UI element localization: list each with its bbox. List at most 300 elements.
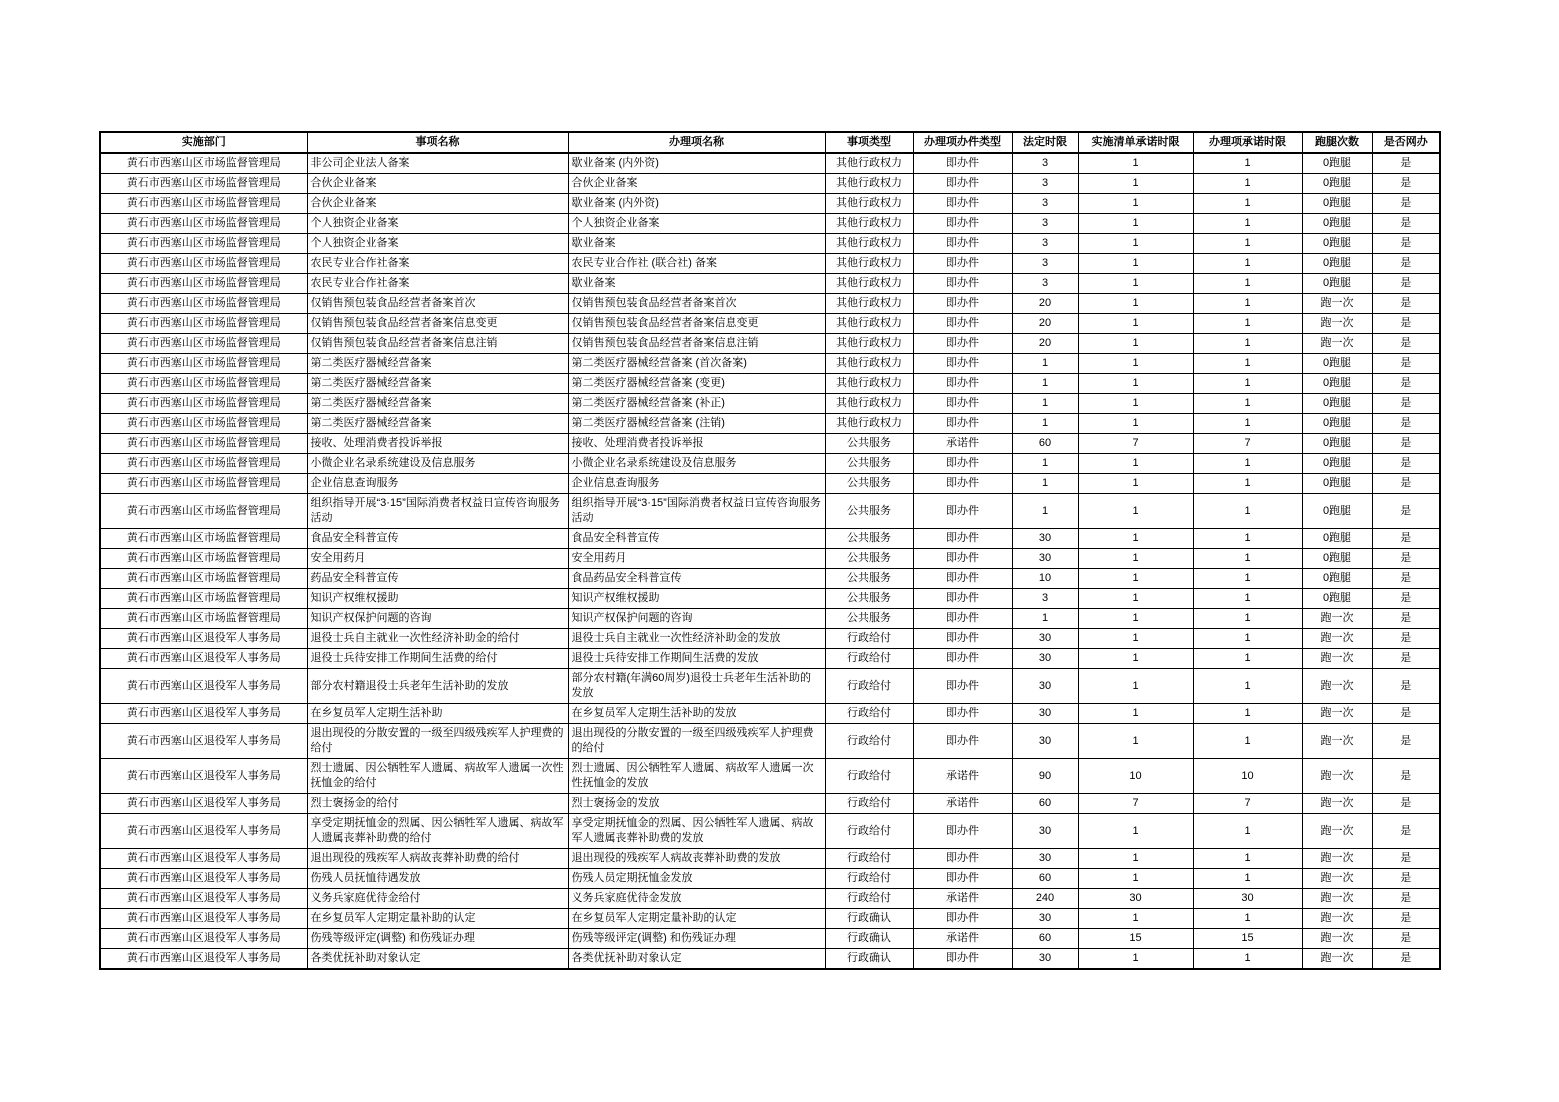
table-cell: 黄石市西塞山区市场监督管理局 <box>100 194 307 214</box>
table-cell: 1 <box>1078 394 1193 414</box>
table-cell: 行政给付 <box>825 869 913 889</box>
table-cell: 30 <box>1012 849 1078 869</box>
table-cell: 60 <box>1012 794 1078 814</box>
table-cell: 烈士遗属、因公牺牲军人遗属、病故军人遗属一次性抚恤金的发放 <box>568 759 825 794</box>
table-cell: 0跑腿 <box>1302 214 1372 234</box>
table-row <box>100 649 1440 669</box>
table-cell: 黄石市西塞山区市场监督管理局 <box>100 354 307 374</box>
table-cell: 0跑腿 <box>1302 434 1372 454</box>
table-cell: 0跑腿 <box>1302 153 1372 174</box>
table-cell: 1 <box>1078 649 1193 669</box>
table-cell: 黄石市西塞山区市场监督管理局 <box>100 454 307 474</box>
table-cell: 跑一次 <box>1302 609 1372 629</box>
table-cell: 1 <box>1078 704 1193 724</box>
table-cell: 跑一次 <box>1302 949 1372 970</box>
table-header-row <box>100 132 1440 153</box>
table-cell: 各类优抚补助对象认定 <box>568 949 825 970</box>
table-cell: 1 <box>1193 234 1302 254</box>
table-cell: 个人独资企业备案 <box>307 234 568 254</box>
table-cell: 即办件 <box>913 849 1012 869</box>
table-cell: 第二类医疗器械经营备案 <box>307 394 568 414</box>
table-cell: 部分农村籍退役士兵老年生活补助的发放 <box>307 669 568 704</box>
table-cell: 食品药品安全科普宣传 <box>568 569 825 589</box>
table-cell: 承诺件 <box>913 794 1012 814</box>
table-cell: 黄石市西塞山区市场监督管理局 <box>100 529 307 549</box>
table-cell: 农民专业合作社备案 <box>307 254 568 274</box>
table-cell: 仅销售预包装食品经营者备案首次 <box>568 294 825 314</box>
column-header-online-available: 是否网办 <box>1372 132 1440 153</box>
table-cell: 接收、处理消费者投诉举报 <box>307 434 568 454</box>
table-cell: 0跑腿 <box>1302 394 1372 414</box>
table-cell: 即办件 <box>913 374 1012 394</box>
table-cell: 即办件 <box>913 869 1012 889</box>
table-cell: 行政给付 <box>825 724 913 759</box>
table-cell: 是 <box>1372 174 1440 194</box>
table-cell: 部分农村籍(年满60周岁)退役士兵老年生活补助的发放 <box>568 669 825 704</box>
table-cell: 1 <box>1078 274 1193 294</box>
table-cell: 1 <box>1193 494 1302 529</box>
table-cell: 即办件 <box>913 629 1012 649</box>
table-cell: 1 <box>1078 629 1193 649</box>
table-cell: 是 <box>1372 909 1440 929</box>
table-cell: 跑一次 <box>1302 629 1372 649</box>
table-cell: 是 <box>1372 949 1440 970</box>
table-cell: 1 <box>1193 314 1302 334</box>
table-row <box>100 274 1440 294</box>
table-cell: 1 <box>1193 414 1302 434</box>
table-cell: 个人独资企业备案 <box>568 214 825 234</box>
table-cell: 其他行政权力 <box>825 334 913 354</box>
table-cell: 0跑腿 <box>1302 549 1372 569</box>
table-cell: 0跑腿 <box>1302 194 1372 214</box>
table-cell: 是 <box>1372 414 1440 434</box>
table-cell: 1 <box>1012 474 1078 494</box>
table-cell: 1 <box>1193 254 1302 274</box>
table-cell: 1 <box>1193 374 1302 394</box>
table-cell: 退役士兵自主就业一次性经济补助金的发放 <box>568 629 825 649</box>
table-cell: 黄石市西塞山区退役军人事务局 <box>100 649 307 669</box>
table-cell: 公共服务 <box>825 609 913 629</box>
table-cell: 是 <box>1372 394 1440 414</box>
table-cell: 承诺件 <box>913 434 1012 454</box>
table-cell: 其他行政权力 <box>825 174 913 194</box>
table-cell: 退出现役的残疾军人病故丧葬补助费的发放 <box>568 849 825 869</box>
table-cell: 跑一次 <box>1302 869 1372 889</box>
table-cell: 3 <box>1012 174 1078 194</box>
table-cell: 黄石市西塞山区退役军人事务局 <box>100 704 307 724</box>
table-cell: 即办件 <box>913 814 1012 849</box>
table-cell: 是 <box>1372 274 1440 294</box>
table-cell: 歇业备案 <box>568 274 825 294</box>
table-cell: 黄石市西塞山区退役军人事务局 <box>100 814 307 849</box>
table-cell: 行政给付 <box>825 794 913 814</box>
table-cell: 黄石市西塞山区市场监督管理局 <box>100 494 307 529</box>
table-cell: 跑一次 <box>1302 314 1372 334</box>
table-cell: 其他行政权力 <box>825 194 913 214</box>
table-cell: 即办件 <box>913 234 1012 254</box>
table-cell: 公共服务 <box>825 494 913 529</box>
table-cell: 1 <box>1012 454 1078 474</box>
table-cell: 即办件 <box>913 529 1012 549</box>
table-cell: 0跑腿 <box>1302 414 1372 434</box>
table-cell: 其他行政权力 <box>825 354 913 374</box>
table-cell: 30 <box>1193 889 1302 909</box>
table-cell: 0跑腿 <box>1302 474 1372 494</box>
table-cell: 黄石市西塞山区市场监督管理局 <box>100 569 307 589</box>
table-cell: 黄石市西塞山区退役军人事务局 <box>100 909 307 929</box>
table-row <box>100 549 1440 569</box>
table-cell: 安全用药月 <box>307 549 568 569</box>
table-cell: 黄石市西塞山区市场监督管理局 <box>100 234 307 254</box>
table-cell: 是 <box>1372 569 1440 589</box>
table-row <box>100 474 1440 494</box>
table-cell: 1 <box>1193 869 1302 889</box>
column-header-processing-item-promised-time-limit: 办理项承诺时限 <box>1193 132 1302 153</box>
table-cell: 公共服务 <box>825 434 913 454</box>
table-cell: 跑一次 <box>1302 724 1372 759</box>
table-cell: 即办件 <box>913 354 1012 374</box>
table-cell: 行政给付 <box>825 669 913 704</box>
table-row <box>100 334 1440 354</box>
table-cell: 黄石市西塞山区市场监督管理局 <box>100 314 307 334</box>
table-cell: 第二类医疗器械经营备案 <box>307 374 568 394</box>
table-cell: 其他行政权力 <box>825 374 913 394</box>
table-row <box>100 889 1440 909</box>
table-row <box>100 724 1440 759</box>
table-cell: 是 <box>1372 849 1440 869</box>
table-cell: 1 <box>1078 849 1193 869</box>
table-cell: 是 <box>1372 669 1440 704</box>
table-cell: 20 <box>1012 334 1078 354</box>
table-cell: 1 <box>1193 849 1302 869</box>
table-cell: 1 <box>1193 724 1302 759</box>
table-cell: 1 <box>1193 274 1302 294</box>
table-cell: 是 <box>1372 354 1440 374</box>
table-cell: 知识产权保护问题的咨询 <box>307 609 568 629</box>
table-cell: 黄石市西塞山区市场监督管理局 <box>100 254 307 274</box>
table-cell: 3 <box>1012 234 1078 254</box>
table-cell: 0跑腿 <box>1302 589 1372 609</box>
table-cell: 1 <box>1078 454 1193 474</box>
table-cell: 烈士遗属、因公牺牲军人遗属、病故军人遗属一次性抚恤金的给付 <box>307 759 568 794</box>
table-cell: 是 <box>1372 194 1440 214</box>
table-cell: 20 <box>1012 294 1078 314</box>
table-cell: 跑一次 <box>1302 849 1372 869</box>
table-cell: 是 <box>1372 589 1440 609</box>
table-cell: 黄石市西塞山区市场监督管理局 <box>100 214 307 234</box>
table-cell: 伤残等级评定(调整) 和伤残证办理 <box>568 929 825 949</box>
table-cell: 1 <box>1193 549 1302 569</box>
table-cell: 1 <box>1078 234 1193 254</box>
table-cell: 1 <box>1193 153 1302 174</box>
table-cell: 是 <box>1372 759 1440 794</box>
table-row <box>100 704 1440 724</box>
table-cell: 知识产权保护问题的咨询 <box>568 609 825 629</box>
table-cell: 90 <box>1012 759 1078 794</box>
table-cell: 其他行政权力 <box>825 254 913 274</box>
table-cell: 是 <box>1372 794 1440 814</box>
table-cell: 3 <box>1012 589 1078 609</box>
table-cell: 退役士兵待安排工作期间生活费的给付 <box>307 649 568 669</box>
table-cell: 即办件 <box>913 949 1012 970</box>
table-row <box>100 434 1440 454</box>
table-cell: 1 <box>1193 294 1302 314</box>
table-cell: 仅销售预包装食品经营者备案信息注销 <box>307 334 568 354</box>
table-row <box>100 909 1440 929</box>
table-cell: 承诺件 <box>913 929 1012 949</box>
table-cell: 即办件 <box>913 669 1012 704</box>
table-cell: 是 <box>1372 314 1440 334</box>
table-cell: 歇业备案 <box>568 234 825 254</box>
table-cell: 1 <box>1193 814 1302 849</box>
table-row <box>100 814 1440 849</box>
table-cell: 合伙企业备案 <box>307 174 568 194</box>
table-cell: 1 <box>1193 454 1302 474</box>
table-cell: 享受定期抚恤金的烈属、因公牺牲军人遗属、病故军人遗属丧葬补助费的发放 <box>568 814 825 849</box>
table-cell: 即办件 <box>913 414 1012 434</box>
table-cell: 是 <box>1372 889 1440 909</box>
table-cell: 黄石市西塞山区市场监督管理局 <box>100 274 307 294</box>
table-cell: 是 <box>1372 454 1440 474</box>
table-cell: 0跑腿 <box>1302 174 1372 194</box>
table-row <box>100 949 1440 970</box>
table-cell: 农民专业合作社 (联合社) 备案 <box>568 254 825 274</box>
table-cell: 黄石市西塞山区退役军人事务局 <box>100 849 307 869</box>
table-row <box>100 394 1440 414</box>
table-cell: 其他行政权力 <box>825 274 913 294</box>
table-cell: 行政确认 <box>825 949 913 970</box>
table-cell: 是 <box>1372 254 1440 274</box>
table-cell: 1 <box>1193 909 1302 929</box>
table-cell: 合伙企业备案 <box>568 174 825 194</box>
table-row <box>100 254 1440 274</box>
table-cell: 其他行政权力 <box>825 234 913 254</box>
table-cell: 1 <box>1193 609 1302 629</box>
table-cell: 在乡复员军人定期定量补助的认定 <box>568 909 825 929</box>
table-cell: 承诺件 <box>913 889 1012 909</box>
table-cell: 黄石市西塞山区市场监督管理局 <box>100 294 307 314</box>
table-row <box>100 174 1440 194</box>
table-cell: 个人独资企业备案 <box>307 214 568 234</box>
table-cell: 享受定期抚恤金的烈属、因公牺牲军人遗属、病故军人遗属丧葬补助费的给付 <box>307 814 568 849</box>
table-cell: 1 <box>1078 869 1193 889</box>
table-cell: 行政给付 <box>825 629 913 649</box>
table-cell: 跑一次 <box>1302 704 1372 724</box>
table-cell: 义务兵家庭优待金发放 <box>568 889 825 909</box>
table-cell: 退役士兵自主就业一次性经济补助金的给付 <box>307 629 568 649</box>
table-cell: 1 <box>1193 704 1302 724</box>
table-cell: 跑一次 <box>1302 794 1372 814</box>
table-row <box>100 669 1440 704</box>
table-cell: 1 <box>1012 414 1078 434</box>
table-cell: 合伙企业备案 <box>307 194 568 214</box>
table-cell: 跑一次 <box>1302 649 1372 669</box>
table-cell: 黄石市西塞山区退役军人事务局 <box>100 629 307 649</box>
column-header-implementing-department: 实施部门 <box>100 132 307 153</box>
table-row <box>100 629 1440 649</box>
table-cell: 即办件 <box>913 704 1012 724</box>
table-cell: 黄石市西塞山区退役军人事务局 <box>100 869 307 889</box>
table-cell: 即办件 <box>913 569 1012 589</box>
table-cell: 黄石市西塞山区市场监督管理局 <box>100 474 307 494</box>
table-cell: 1 <box>1193 589 1302 609</box>
table-cell: 接收、处理消费者投诉举报 <box>568 434 825 454</box>
table-cell: 15 <box>1193 929 1302 949</box>
table-cell: 黄石市西塞山区市场监督管理局 <box>100 394 307 414</box>
table-cell: 是 <box>1372 814 1440 849</box>
table-cell: 1 <box>1078 354 1193 374</box>
table-cell: 即办件 <box>913 724 1012 759</box>
table-cell: 跑一次 <box>1302 814 1372 849</box>
table-cell: 0跑腿 <box>1302 569 1372 589</box>
table-cell: 1 <box>1193 214 1302 234</box>
table-cell: 退出现役的分散安置的一级至四级残疾军人护理费的给付 <box>568 724 825 759</box>
table-cell: 第二类医疗器械经营备案 <box>307 414 568 434</box>
table-cell: 退役士兵待安排工作期间生活费的发放 <box>568 649 825 669</box>
table-row <box>100 354 1440 374</box>
table-cell: 黄石市西塞山区市场监督管理局 <box>100 434 307 454</box>
table-cell: 公共服务 <box>825 454 913 474</box>
table-row <box>100 849 1440 869</box>
table-cell: 即办件 <box>913 214 1012 234</box>
table-cell: 0跑腿 <box>1302 354 1372 374</box>
table-cell: 是 <box>1372 529 1440 549</box>
table-cell: 是 <box>1372 649 1440 669</box>
table-cell: 跑一次 <box>1302 889 1372 909</box>
table-cell: 即办件 <box>913 254 1012 274</box>
table-cell: 60 <box>1012 869 1078 889</box>
table-cell: 行政确认 <box>825 909 913 929</box>
table-row <box>100 869 1440 889</box>
table-cell: 1 <box>1012 354 1078 374</box>
table-cell: 1 <box>1078 814 1193 849</box>
table-cell: 在乡复员军人定期定量补助的认定 <box>307 909 568 929</box>
table-cell: 1 <box>1078 194 1193 214</box>
table-cell: 行政给付 <box>825 849 913 869</box>
table-cell: 是 <box>1372 549 1440 569</box>
table-cell: 30 <box>1012 704 1078 724</box>
table-cell: 1 <box>1078 609 1193 629</box>
table-cell: 30 <box>1012 669 1078 704</box>
table-cell: 其他行政权力 <box>825 414 913 434</box>
table-cell: 歇业备案 (内外资) <box>568 194 825 214</box>
table-cell: 10 <box>1078 759 1193 794</box>
table-row <box>100 234 1440 254</box>
table-cell: 即办件 <box>913 314 1012 334</box>
table-cell: 1 <box>1078 314 1193 334</box>
table-cell: 知识产权维权援助 <box>307 589 568 609</box>
table-cell: 是 <box>1372 234 1440 254</box>
table-cell: 烈士褒扬金的给付 <box>307 794 568 814</box>
table-cell: 3 <box>1012 274 1078 294</box>
table-row <box>100 759 1440 794</box>
table-cell: 其他行政权力 <box>825 394 913 414</box>
table-cell: 即办件 <box>913 274 1012 294</box>
table-cell: 公共服务 <box>825 589 913 609</box>
table-cell: 承诺件 <box>913 759 1012 794</box>
table-cell: 农民专业合作社备案 <box>307 274 568 294</box>
table-cell: 15 <box>1078 929 1193 949</box>
table-cell: 1 <box>1078 334 1193 354</box>
table-row <box>100 794 1440 814</box>
column-header-list-promised-time-limit: 实施清单承诺时限 <box>1078 132 1193 153</box>
table-cell: 1 <box>1078 724 1193 759</box>
table-cell: 20 <box>1012 314 1078 334</box>
table-cell: 跑一次 <box>1302 909 1372 929</box>
table-cell: 60 <box>1012 929 1078 949</box>
table-row <box>100 194 1440 214</box>
table-cell: 组织指导开展“3·15”国际消费者权益日宣传咨询服务活动 <box>568 494 825 529</box>
table-row <box>100 589 1440 609</box>
table-cell: 公共服务 <box>825 529 913 549</box>
table-row <box>100 294 1440 314</box>
table-cell: 安全用药月 <box>568 549 825 569</box>
table-cell: 仅销售预包装食品经营者备案首次 <box>307 294 568 314</box>
table-cell: 行政给付 <box>825 759 913 794</box>
table-cell: 1 <box>1078 254 1193 274</box>
table-cell: 1 <box>1078 494 1193 529</box>
table-cell: 黄石市西塞山区退役军人事务局 <box>100 794 307 814</box>
table-cell: 30 <box>1012 549 1078 569</box>
table-cell: 小微企业名录系统建设及信息服务 <box>307 454 568 474</box>
table-cell: 1 <box>1193 529 1302 549</box>
table-cell: 30 <box>1012 814 1078 849</box>
table-cell: 黄石市西塞山区退役军人事务局 <box>100 724 307 759</box>
table-cell: 1 <box>1012 394 1078 414</box>
column-header-item-name: 事项名称 <box>307 132 568 153</box>
table-cell: 退出现役的分散安置的一级至四级残疾军人护理费的给付 <box>307 724 568 759</box>
table-cell: 公共服务 <box>825 549 913 569</box>
table-cell: 1 <box>1078 669 1193 704</box>
table-cell: 7 <box>1078 794 1193 814</box>
table-cell: 即办件 <box>913 474 1012 494</box>
table-row <box>100 414 1440 434</box>
table-cell: 30 <box>1012 649 1078 669</box>
table-cell: 是 <box>1372 609 1440 629</box>
table-cell: 行政给付 <box>825 649 913 669</box>
table-cell: 黄石市西塞山区市场监督管理局 <box>100 589 307 609</box>
column-header-item-type: 事项类型 <box>825 132 913 153</box>
table-cell: 1 <box>1078 214 1193 234</box>
table-cell: 行政给付 <box>825 704 913 724</box>
table-cell: 是 <box>1372 494 1440 529</box>
table-cell: 30 <box>1012 909 1078 929</box>
table-cell: 小微企业名录系统建设及信息服务 <box>568 454 825 474</box>
table-cell: 3 <box>1012 194 1078 214</box>
table-cell: 是 <box>1372 724 1440 759</box>
table-cell: 是 <box>1372 629 1440 649</box>
table-cell: 歇业备案 (内外资) <box>568 153 825 174</box>
table-cell: 其他行政权力 <box>825 214 913 234</box>
table-cell: 是 <box>1372 704 1440 724</box>
table-cell: 1 <box>1078 374 1193 394</box>
table-cell: 是 <box>1372 294 1440 314</box>
table-cell: 黄石市西塞山区市场监督管理局 <box>100 174 307 194</box>
table-cell: 跑一次 <box>1302 929 1372 949</box>
table-cell: 即办件 <box>913 194 1012 214</box>
table-cell: 黄石市西塞山区退役军人事务局 <box>100 949 307 970</box>
table-cell: 240 <box>1012 889 1078 909</box>
table-cell: 跑一次 <box>1302 334 1372 354</box>
table-cell: 是 <box>1372 474 1440 494</box>
table-cell: 1 <box>1193 174 1302 194</box>
table-cell: 0跑腿 <box>1302 254 1372 274</box>
table-cell: 1 <box>1078 474 1193 494</box>
table-cell: 1 <box>1193 194 1302 214</box>
table-cell: 1 <box>1193 629 1302 649</box>
table-cell: 1 <box>1193 569 1302 589</box>
table-cell: 烈士褒扬金的发放 <box>568 794 825 814</box>
